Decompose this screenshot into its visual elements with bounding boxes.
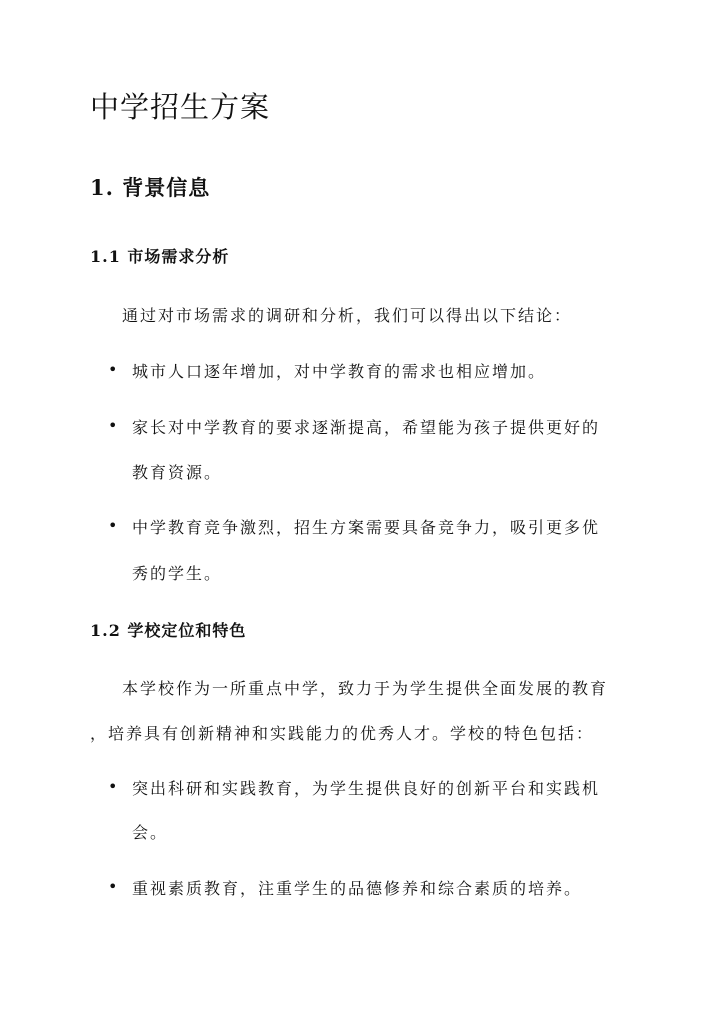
subsection-heading-market-analysis: 1.1 市场需求分析 <box>90 247 230 266</box>
bullet-marker: • <box>108 416 118 435</box>
paragraph-positioning-line2: ，培养具有创新精神和实践能力的优秀人才。学校的特色包括： <box>90 724 595 743</box>
bullet-marker: • <box>108 777 118 796</box>
bullet-marker: • <box>108 877 118 896</box>
list-item-text-continued: 教育资源。 <box>132 463 223 482</box>
list-item-text-continued: 秀的学生。 <box>132 564 223 583</box>
list-item-text: 家长对中学教育的要求逐渐提高，希望能为孩子提供更好的 <box>132 418 601 437</box>
paragraph-market-intro: 通过对市场需求的调研和分析，我们可以得出以下结论： <box>122 306 573 325</box>
paragraph-positioning-line1: 本学校作为一所重点中学，致力于为学生提供全面发展的教育 <box>122 679 609 698</box>
bullet-marker: • <box>108 516 118 535</box>
list-item-text: 重视素质教育，注重学生的品德修养和综合素质的培养。 <box>132 879 583 898</box>
list-item-text-continued: 会。 <box>132 823 169 842</box>
section-heading-background: 1. 背景信息 <box>90 175 211 200</box>
subsection-heading-positioning: 1.2 学校定位和特色 <box>90 621 247 640</box>
list-item-text: 突出科研和实践教育，为学生提供良好的创新平台和实践机 <box>132 779 601 798</box>
document-title: 中学招生方案 <box>90 90 271 124</box>
bullet-marker: • <box>108 360 118 379</box>
list-item-text: 中学教育竞争激烈，招生方案需要具备竞争力，吸引更多优 <box>132 518 601 537</box>
list-item-text: 城市人口逐年增加，对中学教育的需求也相应增加。 <box>132 362 547 381</box>
